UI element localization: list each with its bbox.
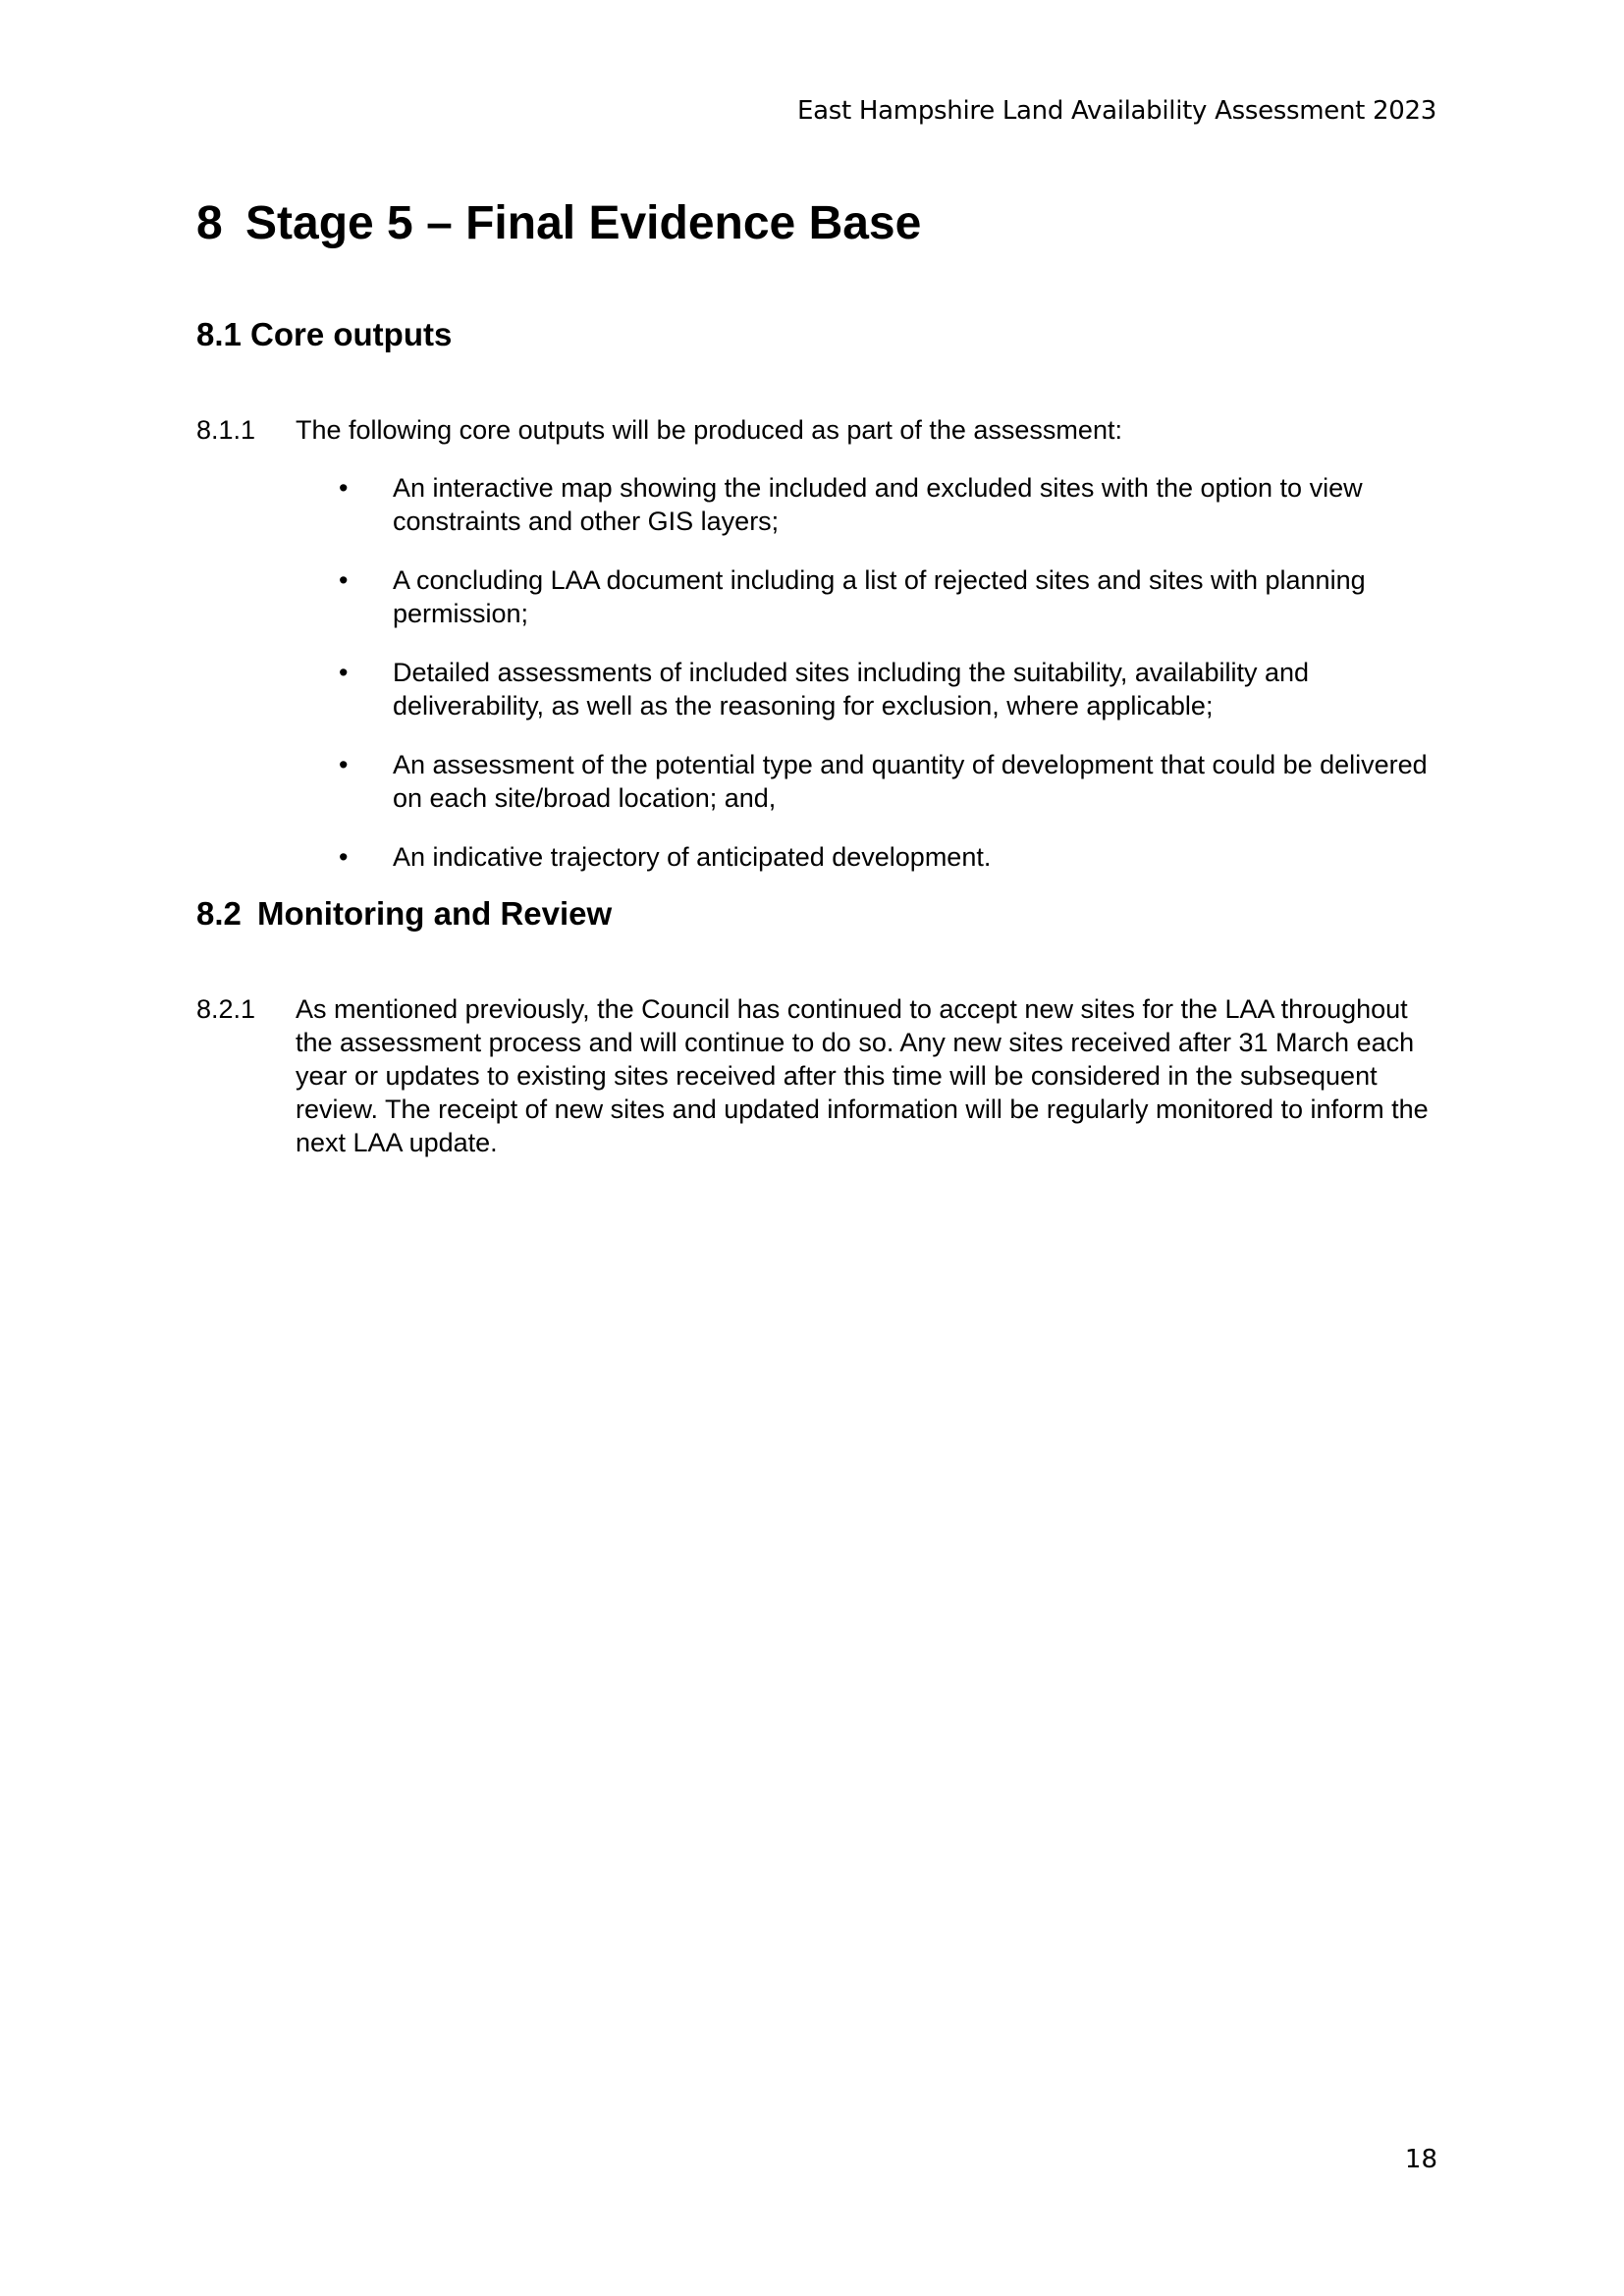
section-heading-monitoring-and-review: [196, 895, 612, 933]
list-item: [339, 656, 1438, 722]
bullet-icon: •: [339, 658, 349, 687]
list-item: [339, 840, 1438, 874]
page-number: 18: [1404, 2145, 1437, 2174]
section-title: Monitoring and Review: [257, 895, 613, 932]
paragraph-number: 8.2.1: [196, 994, 256, 1024]
paragraph-text: As mentioned previously, the Council has continued to accept new sites for the LAA throughout the assessment process and will continue to do so. Any new sites received after 31 March each year or updates to existing sites received after this time will be considered in the subsequent review. The receipt of new sites and updated information will be regularly monitored to inform the next LAA update.: [296, 994, 1429, 1157]
section-number: 8.1: [196, 316, 242, 352]
bullet-icon: •: [339, 473, 349, 503]
chapter-heading: [196, 196, 921, 250]
section-heading-core-outputs: [196, 316, 452, 353]
paragraph-text: The following core outputs will be produced as part of the assessment:: [296, 415, 1122, 445]
section-number: 8.2: [196, 895, 242, 932]
paragraph-number: 8.1.1: [196, 415, 256, 445]
paragraph-8-2-1: [196, 992, 1438, 1159]
chapter-title: Stage 5 – Final Evidence Base: [245, 197, 922, 249]
bullet-icon: •: [339, 565, 349, 595]
list-item-text: An assessment of the potential type and quantity of development that could be delivered on each site/broad location; and,: [393, 750, 1428, 813]
running-header: East Hampshire Land Availability Assessment 2023: [797, 96, 1436, 126]
core-outputs-list: [339, 471, 1438, 899]
section-title: Core outputs: [250, 316, 453, 352]
list-item: [339, 748, 1438, 815]
bullet-icon: •: [339, 750, 349, 779]
list-item: [339, 471, 1438, 538]
list-item-text: An indicative trajectory of anticipated development.: [393, 842, 992, 872]
list-item-text: Detailed assessments of included sites including the suitability, availability and deliverability, as well as the reasoning for exclusion, where applicable;: [393, 658, 1310, 721]
list-item: [339, 563, 1438, 630]
list-item-text: A concluding LAA document including a list of rejected sites and sites with planning permission;: [393, 565, 1366, 628]
list-item-text: An interactive map showing the included and excluded sites with the option to view constraints and other GIS layers;: [393, 473, 1363, 536]
paragraph-8-1-1: [196, 413, 1438, 447]
chapter-number: 8: [196, 197, 223, 249]
bullet-icon: •: [339, 842, 349, 872]
